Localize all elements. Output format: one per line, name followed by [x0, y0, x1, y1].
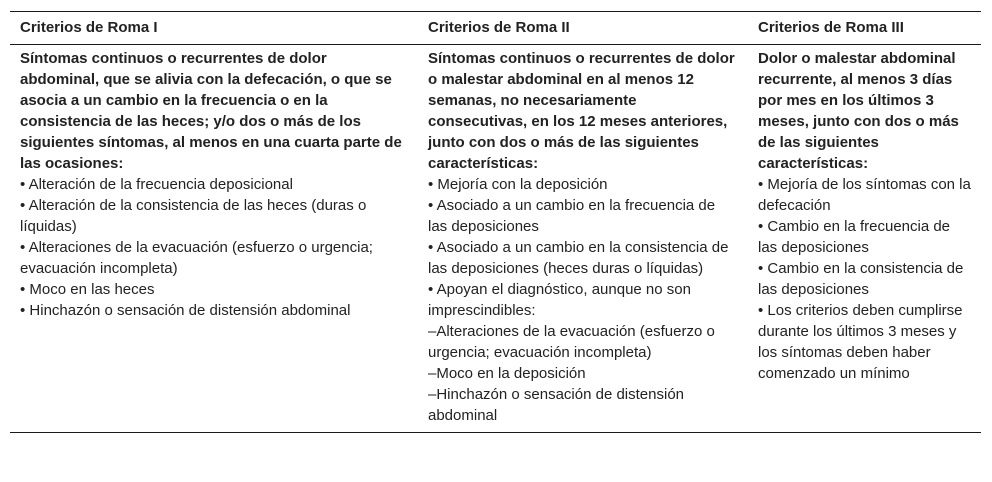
list-item: • Mejoría con la deposición [428, 176, 608, 193]
list-item: • Asociado a un cambio en la frecuencia de las deposiciones [428, 197, 716, 235]
table-body-row [10, 45, 981, 432]
list-item: • Los criterios deben cumplirse durante los últimos 3 meses y los síntomas deben haber comenzado un mínimo [758, 302, 963, 382]
list-item: • Cambio en la frecuencia de las deposiciones [758, 218, 951, 256]
list-item: –Hinchazón o sensación de distensión abdominal [428, 386, 685, 424]
header-roma-i: Criterios de Roma I [20, 19, 158, 36]
rome-criteria-table [10, 11, 981, 433]
list-item: • Hinchazón o sensación de distensión abdominal [20, 302, 351, 319]
list-item: • Alteraciones de la evacuación (esfuerzo o urgencia; evacuación incompleta) [20, 239, 373, 277]
cell-roma-iii [748, 48, 981, 426]
header-roma-ii: Criterios de Roma II [428, 19, 570, 36]
list-item: –Alteraciones de la evacuación (esfuerzo o urgencia; evacuación incompleta) [428, 323, 715, 361]
list-item: • Cambio en la consistencia de las deposiciones [758, 260, 964, 298]
roma-i-list [20, 174, 408, 321]
cell-roma-ii [418, 48, 748, 426]
roma-ii-intro: Síntomas continuos o recurrentes de dolor o malestar abdominal en al menos 12 semanas, no necesariamente consecutivas, en los 12 meses anteriores, junto con dos o más de las siguientes características: [428, 50, 735, 172]
roma-ii-list [428, 174, 738, 426]
list-item: –Moco en la deposición [428, 365, 586, 382]
list-item: • Asociado a un cambio en la consistencia de las deposiciones (heces duras o líquidas) [428, 239, 729, 277]
roma-i-intro: Síntomas continuos o recurrentes de dolor abdominal, que se alivia con la defecación, o que se asocia a un cambio en la frecuencia o en la consistencia de las heces; y/o dos o más de los siguientes síntomas, al menos en una cuarta parte de las ocasiones: [20, 50, 402, 172]
list-item: • Alteración de la consistencia de las heces (duras o líquidas) [20, 197, 367, 235]
list-item: • Apoyan el diagnóstico, aunque no son imprescindibles: [428, 281, 691, 319]
cell-roma-i [10, 48, 418, 426]
header-roma-iii: Criterios de Roma III [758, 19, 904, 36]
table-header-row [10, 12, 981, 45]
list-item: • Mejoría de los síntomas con la defecación [758, 176, 971, 214]
roma-iii-list [758, 174, 971, 384]
list-item: • Moco en las heces [20, 281, 155, 298]
list-item: • Alteración de la frecuencia deposicional [20, 176, 293, 193]
roma-iii-intro: Dolor o malestar abdominal recurrente, al menos 3 días por mes en los últimos 3 meses, junto con dos o más de las siguientes características: [758, 50, 959, 172]
